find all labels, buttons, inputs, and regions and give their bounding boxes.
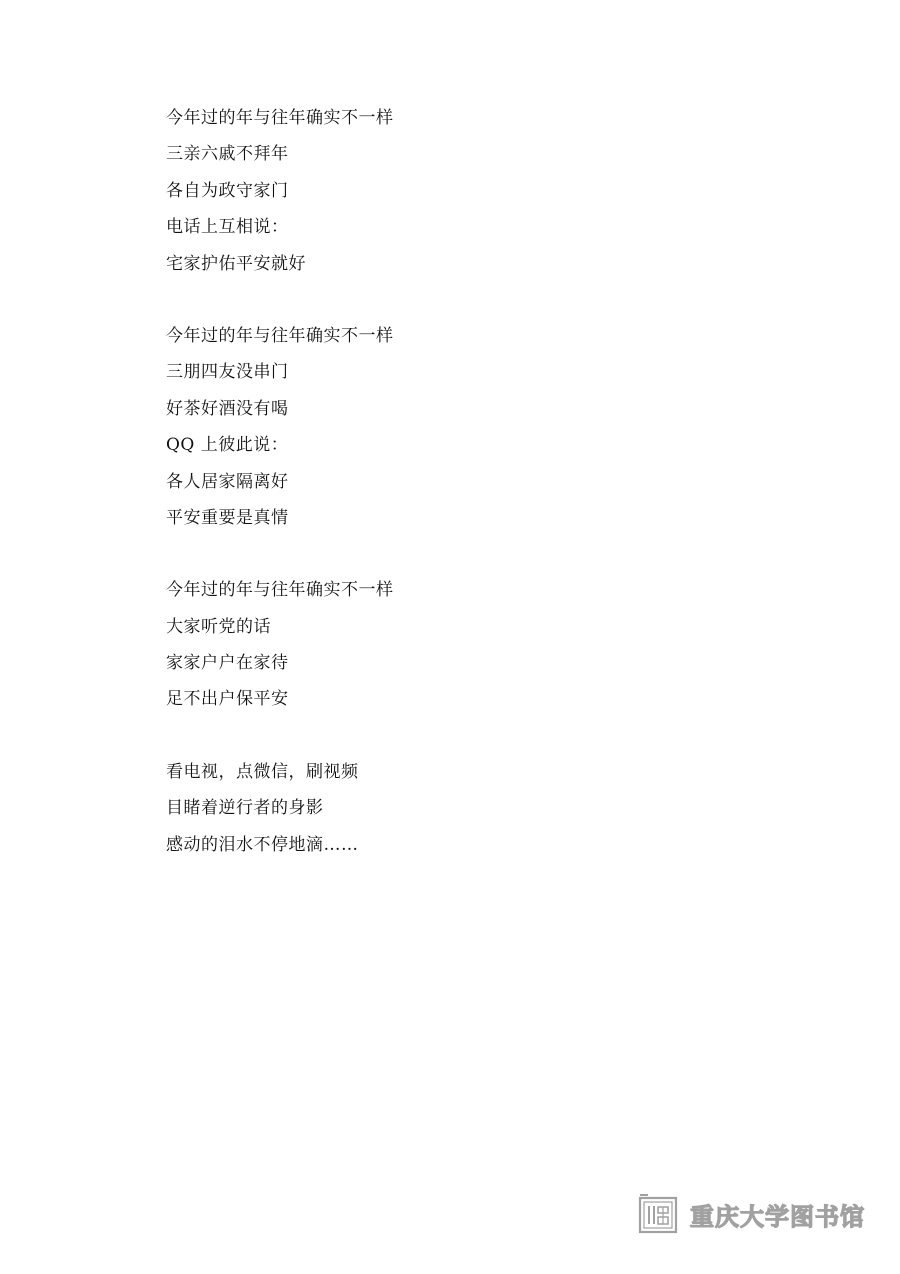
poem-line: QQ 上彼此说： (166, 435, 289, 456)
poem-line: 三亲六戚不拜年 (166, 144, 289, 165)
library-name: 重庆大学图书馆 (690, 1202, 865, 1231)
stanza (166, 754, 766, 863)
poem-line: 感动的泪水不停地滴…… (166, 834, 359, 855)
poem-line: 各人居家隔离好 (166, 471, 289, 492)
stanza (166, 100, 766, 282)
stanza (166, 318, 766, 536)
poem-line: 大家听党的话 (166, 616, 271, 637)
poem-line: 电话上互相说： (166, 217, 289, 238)
poem-line: 好茶好酒没有喝 (166, 398, 289, 419)
stanza (166, 572, 766, 718)
poem-line: 足不出户保平安 (166, 689, 289, 710)
poem-line: 宅家护佑平安就好 (166, 253, 306, 274)
poem-line: 看电视，点微信，刷视频 (166, 761, 359, 782)
poem-line: 家家户户在家待 (166, 653, 289, 674)
library-seal-icon (638, 1194, 678, 1234)
poem-line: 今年过的年与往年确实不一样 (166, 580, 394, 601)
poem-line: 今年过的年与往年确实不一样 (166, 325, 394, 346)
poem-line: 目睹着逆行者的身影 (166, 798, 324, 819)
poem-body (166, 100, 766, 899)
poem-line: 平安重要是真情 (166, 507, 289, 528)
poem-line: 三朋四友没串门 (166, 362, 289, 383)
poem-line: 各自为政守家门 (166, 180, 289, 201)
poem-line: 今年过的年与往年确实不一样 (166, 108, 394, 128)
library-watermark (638, 1193, 865, 1235)
